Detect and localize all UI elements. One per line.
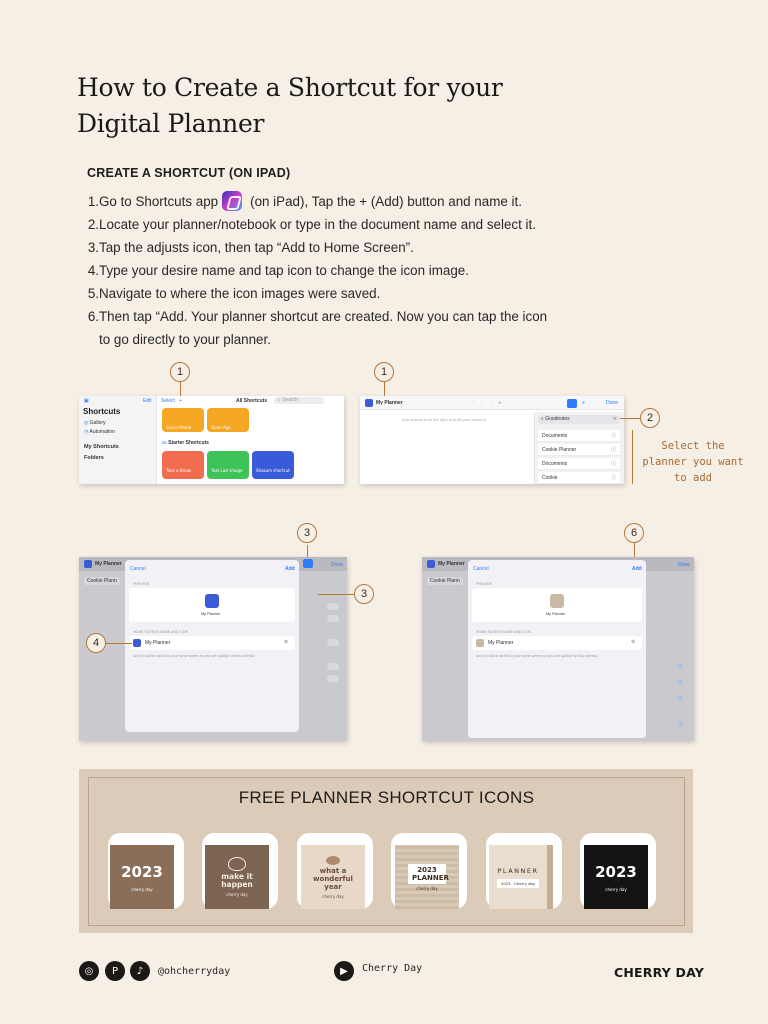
section-subtitle: CREATE A SHORTCUT (ON IPAD) [87, 166, 291, 180]
icon-cover: 2023 PLANNER cherry day [395, 845, 459, 909]
page-title: How to Create a Shortcut for your Digital Planner [77, 73, 503, 138]
info-icon: ⓘ [610, 433, 616, 439]
info-icon: ⓘ [610, 475, 616, 481]
step-3: 3. Tap the adjusts icon, then tap “Add to Home Screen”. [87, 240, 414, 255]
select-button[interactable]: Select + [161, 398, 182, 404]
add-button[interactable]: Add [632, 566, 642, 572]
automation-icon: ◷ [84, 429, 89, 435]
callout-1b: 1 [374, 362, 394, 382]
planner-cover-icon [550, 594, 564, 608]
gallery-icon: ◎ [84, 420, 89, 426]
preview-card: My Planner [129, 588, 295, 622]
planner-shortcut-icon [84, 560, 92, 568]
toggle[interactable] [327, 675, 339, 682]
free-icons-title: FREE PLANNER SHORTCUT ICONS [238, 788, 535, 807]
info-icon: ⓘ [678, 722, 684, 728]
screenshot-add-to-home-right: My Planner Done Cookie Plann ⓘ ⓘ ⓘ ⓘ Cancel Add PREVIEW My Planner HOME SCREEN NAME AND ICON My Planner ⊗ An icon will be added to your home screen so you can quickly run this shortcut. [422, 557, 694, 741]
sidebar-item-gallery[interactable]: ◎ Gallery [84, 420, 106, 426]
clear-icon[interactable]: ⊗ [284, 639, 289, 645]
planner-shortcut-icon [427, 560, 435, 568]
adjusts-icon[interactable] [567, 399, 577, 408]
actions-search-input[interactable]: ⌕ Goodnotes ⊗ [538, 415, 620, 424]
shortcut-tile-text-last-image[interactable]: Text Last Image [207, 451, 249, 479]
callout-line [180, 380, 181, 396]
step-2: 2. Locate your planner/notebook or type in the document name and select it. [87, 217, 536, 232]
shortcut-tile-take-a-break[interactable]: Take a Break [162, 451, 204, 479]
search-input[interactable]: ⌕ Search [274, 397, 324, 404]
sidebar-toggle-icon[interactable]: ▣ [84, 398, 89, 404]
folder-icon: ▭ [162, 440, 167, 446]
instagram-icon[interactable]: ◎ [79, 961, 99, 981]
preview-card: My Planner [472, 588, 642, 622]
search-icon: ⌕ [278, 397, 281, 403]
info-icon: ⓘ [610, 461, 616, 467]
clear-icon[interactable]: ⊗ [612, 416, 617, 422]
result-item[interactable]: Documents ⓘ [538, 458, 620, 470]
step-6: 6. Then tap “Add. Your planner shortcut are created. Now you can tap the icon [87, 309, 548, 324]
youtube-icon[interactable]: ▶ [334, 961, 354, 981]
step-4: 4. Type your desire name and tap icon to change the icon image. [87, 263, 469, 278]
screenshot-add-to-home-left: My Planner Done Cookie Plann Cancel Add PREVIEW My Planner HOME SCREEN NAME AND ICON My Planner ⊗ An icon will be added to your home screen so you can quickly run this shortcut. [79, 557, 347, 741]
callout-6: 6 [624, 523, 644, 543]
planner-shortcut-icon [365, 399, 373, 407]
edit-button[interactable]: Edit [143, 398, 152, 404]
step-5: 5. Navigate to where the icon images were saved. [87, 286, 381, 301]
add-button[interactable]: Add [285, 566, 295, 572]
results-list [538, 430, 620, 484]
cancel-button[interactable]: Cancel [473, 566, 489, 572]
step-6-cont: to go directly to your planner. [99, 332, 271, 347]
shortcut-tile-social-media[interactable]: Social Media [162, 408, 204, 432]
cancel-button[interactable]: Cancel [130, 566, 146, 572]
icon-cover: what a wonderful year cherry day [301, 845, 365, 909]
cookie-planner-chip[interactable]: Cookie Plann [84, 577, 120, 585]
toggle[interactable] [327, 603, 339, 610]
social-handle[interactable]: @ohcherryday [158, 966, 231, 977]
pinterest-icon[interactable]: P [105, 961, 125, 981]
icon-cover: 2023 cherry day [584, 845, 648, 909]
sidebar-item-my-shortcuts[interactable]: My Shortcuts [84, 444, 119, 450]
add-shortcut-button[interactable]: + [179, 398, 182, 404]
youtube-channel[interactable]: Cherry Day [362, 963, 423, 974]
home-screen-name-field[interactable]: My Planner ⊗ [472, 636, 642, 650]
step-1: 1. Go to Shortcuts app (on iPad), Tap the + (Add) button and name it. [86, 190, 626, 213]
add-to-home-sheet: Cancel Add PREVIEW My Planner HOME SCREEN NAME AND ICON My Planner ⊗ An icon will be added to your home screen so you can quickly run this shortcut. [125, 560, 299, 732]
callout-4: 4 [86, 633, 106, 653]
shortcut-tile-open-app[interactable]: Open App [207, 408, 249, 432]
empty-hint: Add actions from the right to build your shortcut. [402, 417, 487, 422]
bear-icon [228, 857, 246, 871]
balloon-icon [326, 856, 340, 865]
screenshot-shortcuts-home [79, 396, 344, 484]
search-icon: ⌕ [541, 416, 544, 422]
sidebar-title: Shortcuts [83, 407, 121, 416]
change-icon-button[interactable] [133, 639, 141, 647]
shortcut-tile-shazam[interactable]: Shazam shortcut [252, 451, 294, 479]
toggle[interactable] [327, 639, 339, 646]
icon-cover: PLANNER 2023 · Cherry day [489, 845, 553, 909]
done-button[interactable]: Done [678, 562, 690, 568]
starter-shortcuts-heading: ▭ Starter Shortcuts [162, 440, 209, 446]
all-shortcuts-heading: All Shortcuts [236, 398, 268, 404]
info-icon: ⓘ [678, 664, 684, 670]
cookie-planner-chip[interactable]: Cookie Plann [427, 577, 463, 585]
sidebar-item-folders[interactable]: Folders [84, 455, 104, 461]
result-item[interactable]: Cookie ⓘ [538, 472, 620, 484]
result-item[interactable]: Documents ⓘ [538, 430, 620, 442]
shortcut-name[interactable]: My Planner [376, 400, 403, 406]
add-to-home-sheet: Cancel Add PREVIEW My Planner HOME SCREEN NAME AND ICON My Planner ⊗ An icon will be added to your home screen so you can quickly run this shortcut. [468, 560, 646, 738]
info-icon[interactable]: ≡ [582, 400, 585, 406]
toggle[interactable] [327, 615, 339, 622]
change-icon-button[interactable] [476, 639, 484, 647]
toggle[interactable] [327, 663, 339, 670]
clear-icon[interactable]: ⊗ [631, 639, 636, 645]
info-icon: ⓘ [610, 447, 616, 453]
tiktok-icon[interactable]: ♪ [130, 961, 150, 981]
adjusts-icon[interactable] [303, 559, 313, 568]
icon-cover: 2023 cherry day [110, 845, 174, 909]
toolbar-icons: ◌◌◌▸ [472, 400, 508, 406]
home-screen-name-field[interactable]: My Planner ⊗ [129, 636, 295, 650]
callout-2: 2 [640, 408, 660, 428]
info-icon: ⓘ [678, 696, 684, 702]
icon-cover: make it happen cherry day [205, 845, 269, 909]
background-settings [644, 597, 692, 727]
side-note: Select the planner you want to add [642, 440, 744, 484]
steps-list [86, 190, 626, 351]
sidebar [79, 396, 157, 484]
callout-3a: 3 [297, 523, 317, 543]
callout-1a: 1 [170, 362, 190, 382]
sidebar-item-automation[interactable]: ◷ Automation [84, 429, 115, 435]
background-settings [297, 597, 345, 707]
done-button[interactable]: Done [331, 562, 343, 568]
callout-3b: 3 [354, 584, 374, 604]
shortcuts-app-icon [222, 191, 242, 211]
brand-logo: CHERRY DAY [614, 965, 705, 980]
info-icon: ⓘ [678, 680, 684, 686]
result-item-cookie-planner[interactable]: Cookie Planner ⓘ [538, 444, 620, 456]
done-button[interactable]: Done [606, 400, 618, 406]
screenshot-add-action [360, 396, 624, 484]
planner-shortcut-icon [205, 594, 219, 608]
